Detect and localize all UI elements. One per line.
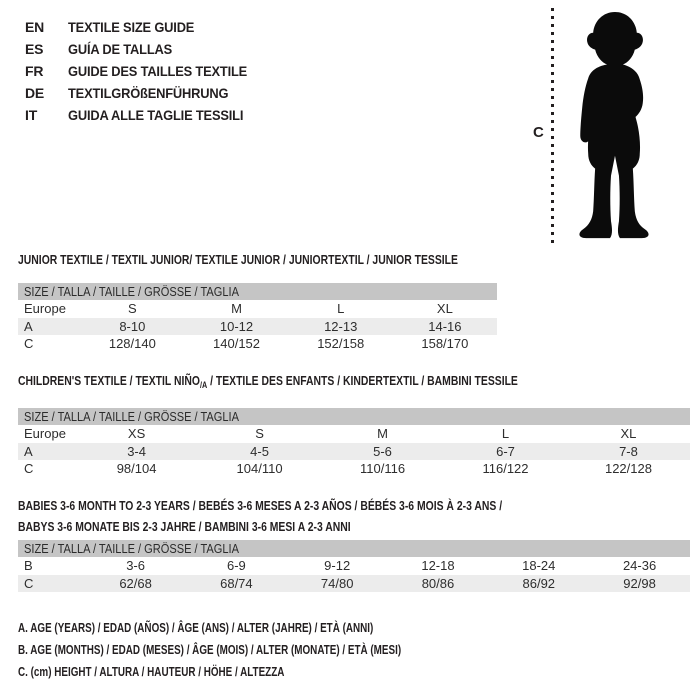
babies-textile-table <box>18 495 690 592</box>
cell-value: 158/170 <box>421 336 469 352</box>
cell-value: 12-18 <box>421 558 455 574</box>
cell-value: 104/110 <box>236 461 283 477</box>
table-row-age <box>18 443 690 461</box>
size-header-bar: SIZE / TALLA / TAILLE / GRÖSSE / TAGLIA <box>18 540 690 557</box>
column-header: L <box>501 426 510 442</box>
height-measure-label: C <box>533 124 544 141</box>
table-row-age <box>18 318 497 336</box>
cell-value: 116/122 <box>482 461 529 477</box>
column-header: XL <box>620 426 637 442</box>
language-title-list <box>25 16 263 126</box>
table-row-height <box>18 460 690 478</box>
language-row-en <box>25 16 263 38</box>
cell-value: 14-16 <box>428 318 462 334</box>
cell-value: 8-10 <box>119 318 146 334</box>
cell-value: 3-6 <box>126 558 145 574</box>
column-header: XS <box>127 426 146 442</box>
column-header: M <box>231 301 242 317</box>
footnote-legend <box>18 617 522 683</box>
table-row-height <box>18 575 690 593</box>
language-title: TEXTILGRÖßENFÜHRUNG <box>68 85 229 101</box>
cell-value: 24-36 <box>622 558 657 574</box>
language-row-fr <box>25 60 263 82</box>
cell-value: 6-9 <box>226 558 246 574</box>
cell-value: 6-7 <box>496 443 515 459</box>
cell-value: 12-13 <box>324 318 358 334</box>
cell-value: 152/158 <box>317 336 365 352</box>
column-header: XL <box>436 301 453 317</box>
region-label: Europe <box>24 426 66 442</box>
row-label: C <box>24 575 34 591</box>
babies-table-title: BABIES 3-6 MONTH TO 2-3 YEARS / BEBÉS 3-6 MESES A 2-3 AÑOS / BÉBÉS 3-6 MOIS À 2-3 ANS / BABYS 3-6 MONATE BIS 2-3 JAHRE / BAMBINI 3-6 MESI A 2-3 ANNI <box>18 498 503 534</box>
language-code: DE <box>25 85 45 101</box>
language-code: IT <box>25 107 38 123</box>
column-header: S <box>128 301 137 317</box>
cell-value: 110/116 <box>360 461 406 477</box>
cell-value: 122/128 <box>604 461 652 477</box>
cell-value: 5-6 <box>373 443 392 459</box>
column-header: L <box>337 301 345 317</box>
row-label: B <box>24 558 33 574</box>
row-label: C <box>24 461 34 477</box>
childrens-textile-table <box>18 373 690 478</box>
language-row-de <box>25 82 263 104</box>
footnote-age-months: B. AGE (MONTHS) / EDAD (MESES) / ÂGE (MOIS) / ALTER (MONATE) / ETÀ (MESI) <box>18 642 402 657</box>
footnote-height: C. (cm) HEIGHT / ALTURA / HAUTEUR / HÖHE / ALTEZZA <box>18 664 285 679</box>
junior-table-title: JUNIOR TEXTILE / TEXTIL JUNIOR/ TEXTILE JUNIOR / JUNIORTEXTIL / JUNIOR TESSILE <box>18 252 458 267</box>
cell-value: 9-12 <box>324 558 351 574</box>
size-header-bar: SIZE / TALLA / TAILLE / GRÖSSE / TAGLIA <box>18 283 497 300</box>
cell-value: 92/98 <box>623 575 656 591</box>
columns-row <box>18 425 690 443</box>
junior-textile-table <box>18 252 497 353</box>
cell-value: 3-4 <box>127 443 146 459</box>
language-code: FR <box>25 63 44 79</box>
cell-value: 7-8 <box>619 443 638 459</box>
cell-value: 86/92 <box>522 575 556 591</box>
cell-value: 68/74 <box>220 575 253 591</box>
cell-value: 80/86 <box>421 575 455 591</box>
cell-value: 18-24 <box>522 558 556 574</box>
cell-value: 98/104 <box>116 461 157 477</box>
table-row-height <box>18 335 497 353</box>
toddler-silhouette-icon <box>560 8 665 246</box>
column-header: S <box>255 426 264 442</box>
column-header: M <box>377 426 388 442</box>
row-label: C <box>24 336 34 352</box>
language-row-es <box>25 38 263 60</box>
footnote-age-years: A. AGE (YEARS) / EDAD (AÑOS) / ÂGE (ANS) / ALTER (JAHRE) / ETÀ (ANNI) <box>18 620 374 635</box>
row-label: A <box>24 443 33 459</box>
cell-value: 128/140 <box>108 336 156 352</box>
region-label: Europe <box>24 301 66 317</box>
cell-value: 10-12 <box>219 318 254 334</box>
columns-row <box>18 300 497 318</box>
row-label: A <box>24 318 33 334</box>
cell-value: 62/68 <box>119 575 152 591</box>
language-title: GUIDA ALLE TAGLIE TESSILI <box>68 107 244 123</box>
language-title: TEXTILE SIZE GUIDE <box>68 19 195 35</box>
cell-value: 4-5 <box>250 443 269 459</box>
cell-value: 140/152 <box>213 336 261 352</box>
language-title: GUIDE DES TAILLES TEXTILE <box>68 63 248 79</box>
title-subscript: /A <box>199 380 208 390</box>
childrens-table-title: CHILDREN'S TEXTILE / TEXTIL $NIÑO_{/A}$ / TEXTILE DES ENFANTS / KINDERTEXTIL / BAMBINI TESSILE <box>18 373 518 390</box>
language-code: ES <box>25 41 44 57</box>
height-measure-dotted-line <box>551 8 554 246</box>
table-row-age-months <box>18 557 690 575</box>
language-code: EN <box>25 19 45 35</box>
cell-value: 74/80 <box>320 575 354 591</box>
language-title: GUÍA DE TALLAS <box>68 41 173 57</box>
size-header-bar: SIZE / TALLA / TAILLE / GRÖSSE / TAGLIA <box>18 408 690 425</box>
language-row-it <box>25 104 263 126</box>
